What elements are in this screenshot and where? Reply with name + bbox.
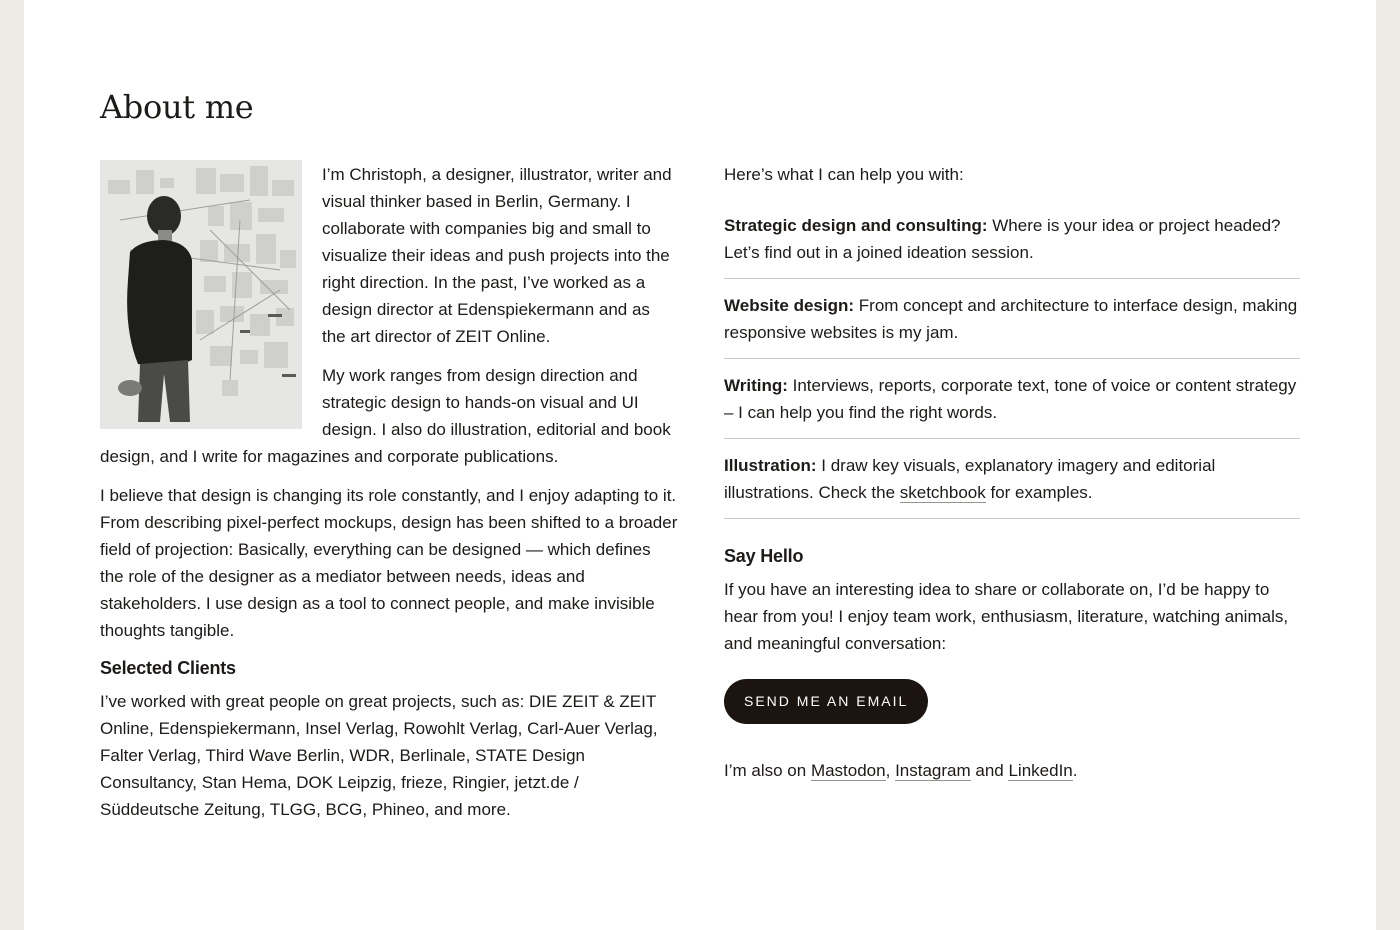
say-hello-text: If you have an interesting idea to share or collaborate on, I’d be happy to hear from you! I enjoy team work, enthusiasm, literature, watching animals, and meaningful conversation: <box>724 580 1289 653</box>
linkedin-link[interactable]: LinkedIn <box>1008 761 1073 780</box>
send-email-button[interactable]: SEND ME AN EMAIL <box>724 679 928 724</box>
social-prefix: I’m also on <box>724 761 811 780</box>
page <box>24 0 1376 930</box>
service-illustration <box>724 452 1300 519</box>
clients-heading: Selected Clients <box>100 658 236 678</box>
bio-paragraph-2: My work ranges from design direction and strategic design to hands-on visual and UI design. I also do illustration, editorial and book design, and I write for magazines and corporate publications. <box>100 366 671 466</box>
about-column <box>100 160 678 835</box>
bio-paragraph-1: I’m Christoph, a designer, illustrator, writer and visual thinker based in Berlin, Germany. I collaborate with companies big and small to visualize their ideas and push projects into the right direction. In the past, I’ve worked as a design director at Edenspiekermann and as the art director of ZEIT Online. <box>322 165 672 346</box>
service-writing <box>724 372 1300 439</box>
services-intro: Here’s what I can help you with: <box>724 165 964 184</box>
social-separator: , <box>885 761 896 780</box>
instagram-link[interactable]: Instagram <box>895 761 971 780</box>
service-text: I draw key visuals, explanatory imagery and editorial illustrations. Check the <box>724 456 1216 502</box>
page-title: About me <box>100 88 254 126</box>
service-text-end: for examples. <box>985 483 1093 502</box>
bio-paragraph-3: I believe that design is changing its role constantly, and I enjoy adapting to it. From describing pixel-perfect mockups, design has been shifted to a broader field of projection: Basically, everything can be designed — which defines the role of the designer as a mediator between needs, ideas and stakeholders. I use design as a tool to connect people, and make invisible thoughts tangible. <box>100 486 678 640</box>
social-suffix: . <box>1072 761 1078 780</box>
service-label: Illustration: <box>724 456 817 475</box>
service-text: Where is your idea or project headed? Let’s find out in a joined ideation session. <box>724 216 1281 262</box>
service-text: Interviews, reports, corporate text, tone of voice or content strategy – I can help you find the right words. <box>724 376 1297 422</box>
portrait-photo <box>100 160 302 429</box>
services-column <box>724 160 1300 784</box>
service-label: Strategic design and consulting: <box>724 216 988 235</box>
say-hello-heading: Say Hello <box>724 546 804 566</box>
mastodon-link[interactable]: Mastodon <box>810 761 886 780</box>
service-text: From concept and architecture to interface design, making responsive websites is my jam. <box>724 296 1298 342</box>
social-links <box>724 757 1300 784</box>
service-label: Writing: <box>724 376 788 395</box>
service-strategic-design <box>724 212 1300 279</box>
service-label: Website design: <box>724 296 855 315</box>
portrait-illustration <box>100 160 302 429</box>
social-separator: and <box>970 761 1009 780</box>
service-website-design <box>724 292 1300 359</box>
sketchbook-link[interactable]: sketchbook <box>899 483 986 502</box>
clients-text: I’ve worked with great people on great projects, such as: DIE ZEIT & ZEIT Online, Edenspiekermann, Insel Verlag, Rowohlt Verlag, Carl-Auer Verlag, Falter Verlag, Third Wave Berlin, WDR, Berlinale, STATE Design Consultancy, Stan Hema, DOK Leipzig, frieze, Ringier, jetzt.de / Süddeutsche Zeitung, TLGG, BCG, Phineo, and more. <box>100 692 658 819</box>
